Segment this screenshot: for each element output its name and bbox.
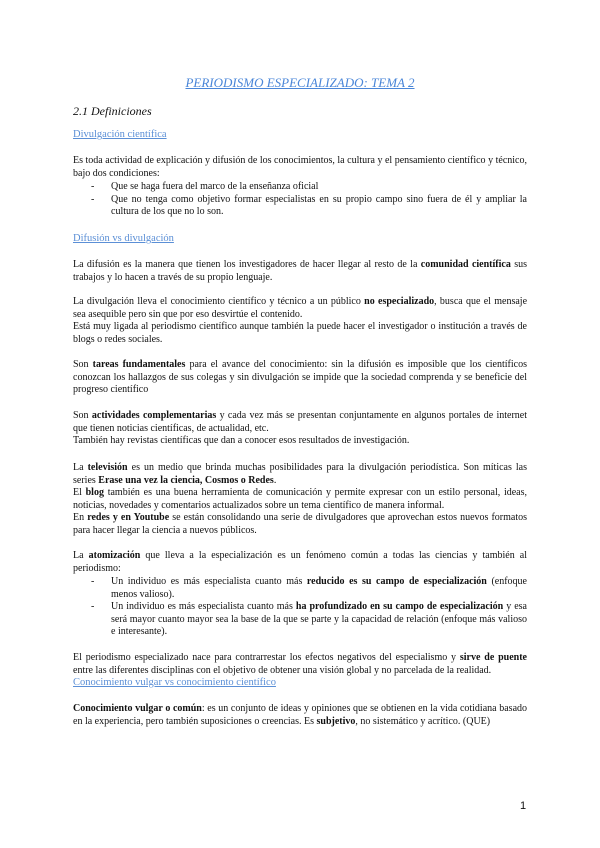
document-title: PERIODISMO ESPECIALIZADO: TEMA 2 xyxy=(185,75,415,90)
paragraph: Conocimiento vulgar o común: es un conjunto de ideas y opiniones que se obtienen en la vida cotidiana basado en la experiencia, pero también suposiciones o creencias. Es subjetivo, no sistemático y acrítico. (QUE) xyxy=(73,703,528,727)
subsection-divulgacion: Divulgación científica xyxy=(73,129,167,140)
paragraph: Son tareas fundamentales para el avance del conocimiento: sin la difusión es imposible que los científicos conozcan los hallazgos de sus colegas y sin divulgación se impide que la sociedad comprenda y se beneficie del progreso científico xyxy=(73,359,527,396)
list-item: - Que se haga fuera del marco de la enseñanza oficial xyxy=(91,181,319,192)
list xyxy=(91,181,527,219)
paragraph: El periodismo especializado nace para contrarrestar los efectos negativos del especialismo y sirve de puente entre las diferentes disciplinas con el objetivo de obtener una visión global y no parcelada de la realidad. xyxy=(73,652,527,676)
list xyxy=(91,576,527,639)
paragraph: La difusión es la manera que tienen los investigadores de hacer llegar al resto de la comunidad científica sus trabajos y lo hacen a través de su propio lenguaje. xyxy=(73,259,527,283)
subsection-conocimiento: Conocimiento vulgar vs conocimiento científico xyxy=(73,677,276,688)
section-heading: 2.1 Definiciones xyxy=(73,104,152,118)
page-number: 1 xyxy=(520,800,527,812)
list-item: - Que no tenga como objetivo formar especialistas en su propio campo sino fuera de él y ampliar la cultura de los que no lo son. xyxy=(91,193,527,218)
paragraph: Son actividades complementarias y cada vez más se presentan conjuntamente en algunos portales de internet que tienen noticias científicas, de actualidad, etc. También hay revistas científicas que dan a conocer esos resultados de investigación. xyxy=(73,410,528,447)
subsection-difusion: Difusión vs divulgación xyxy=(73,233,174,244)
paragraph: Es toda actividad de explicación y difusión de los conocimientos, la cultura y el pensamiento científico y técnico, bajo dos condiciones: xyxy=(73,155,527,179)
paragraph: La televisión es un medio que brinda muchas posibilidades para la divulgación periodística. Son míticas las series Erase una vez la ciencia, Cosmos o Redes. El blog también es una buena herramienta de comunicación y permite expresar con un estilo personal, ideas, noticias, novedades y comentarios actualizados sobre un tema científico de manera informal. En redes y en Youtube se están consolidando una serie de divulgadores que aprovechan estos nuevos formatos para hacer llegar la ciencia a nuevos públicos. xyxy=(73,462,528,536)
list-item: - Un individuo es más especialista cuanto más reducido es su campo de especialización (enfoque menos valioso). xyxy=(91,576,527,600)
paragraph: La divulgación lleva el conocimiento científico y técnico a un público no especializado, busca que el mensaje sea asequible pero sin que por eso desvirtúe el contenido. Está muy ligada al periodismo científico aunque también la puede hacer el investigador o institución a través de blogs o redes sociales. xyxy=(73,296,528,345)
paragraph: La atomización que lleva a la especialización es un fenómeno común a todas las ciencias y también al periodismo: xyxy=(73,550,528,574)
list-item: - Un individuo es más especialista cuanto más ha profundizado en su campo de especialización y esa será mayor cuanto mayor sea la base de la que se parte y la capacidad de relación (enfoque más valioso e interesante). xyxy=(91,601,527,638)
